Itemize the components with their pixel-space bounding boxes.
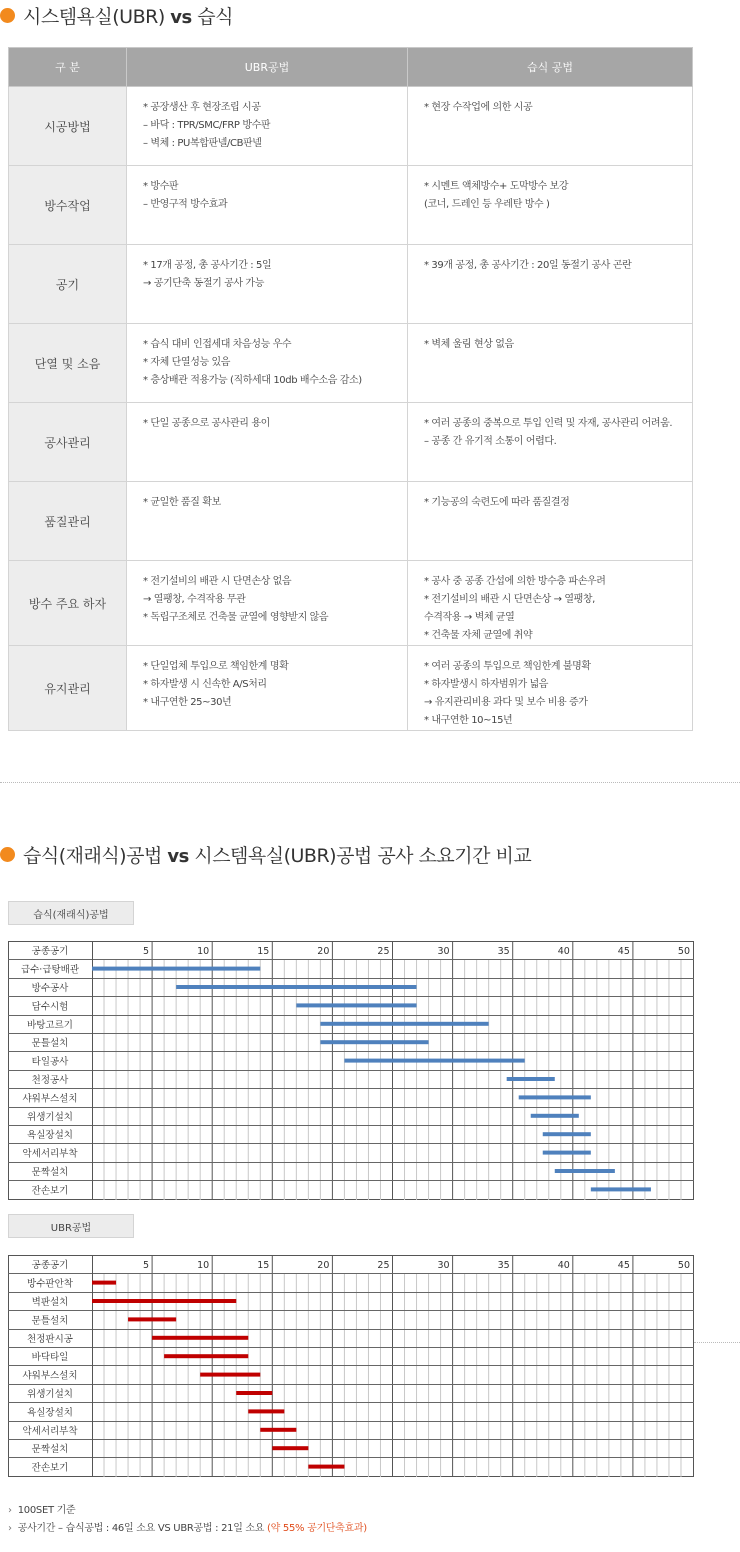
header-category: 구 분	[9, 48, 127, 87]
row-wet-text: * 시멘트 액체방수+ 도막방수 보강 (코너, 드레인 등 우레탄 방수 )	[424, 181, 569, 210]
row-ubr-cell	[127, 482, 408, 561]
gantt-header-label: 공종공기	[31, 946, 69, 958]
row-category: 방수 주요 하자	[9, 561, 127, 646]
row-wet-text: * 여러 공종의 투입으로 책임한계 불명확 * 하자발생시 하자범위가 넓음 → 유지관리비용 과다 및 보수 비용 증가 * 내구연한 10~15년	[424, 661, 591, 726]
gantt-task-label: 잔손보기	[31, 1185, 69, 1197]
row-ubr-text: * 공장생산 후 현장조립 시공 – 바닥 : TPR/SMC/FRP 방수판 – 벽체 : PU복합판넬/CB판넬	[143, 102, 271, 149]
notes	[8, 1502, 367, 1538]
row-wet-cell	[408, 482, 693, 561]
section-heading-ubr-vs-wet	[0, 2, 233, 29]
gantt-task-bar	[320, 1022, 488, 1026]
table-row	[9, 166, 693, 245]
row-category: 공기	[9, 245, 127, 324]
chevron-right-icon: ›	[8, 1505, 12, 1516]
table-row	[9, 324, 693, 403]
row-wet-text: * 39개 공정, 총 공사기간 : 20일 동절기 공사 곤란	[424, 260, 632, 271]
gantt-task-bar	[260, 1428, 296, 1432]
gantt-task-bar	[152, 1336, 248, 1340]
gantt-task-bar	[507, 1077, 555, 1081]
row-wet-cell	[408, 324, 693, 403]
row-ubr-text: * 전기설비의 배관 시 단면손상 없음 → 열팽창, 수격작용 무관 * 독립구조체로 건축물 균열에 영향받지 않음	[143, 576, 329, 623]
gantt-task-bar	[92, 967, 260, 971]
gantt-tick-label: 50	[677, 1260, 690, 1272]
gantt-task-label: 위생기설치	[27, 1389, 73, 1401]
gantt-task-bar	[128, 1317, 176, 1321]
row-ubr-cell	[127, 166, 408, 245]
gantt-tick-label: 30	[437, 946, 450, 958]
gantt-task-bar	[344, 1059, 524, 1063]
row-wet-text: * 현장 수작업에 의한 시공	[424, 102, 533, 113]
gantt-tick-label: 45	[617, 946, 630, 958]
row-wet-cell	[408, 646, 693, 731]
gantt-task-bar	[543, 1132, 591, 1136]
section-title: 시스템욕실(UBR) vs 습식	[23, 6, 233, 28]
gantt-task-bar	[176, 985, 416, 989]
section-divider	[0, 782, 740, 783]
gantt-task-label: 악세서리부착	[22, 1425, 78, 1437]
gantt-header-label: 공종공기	[31, 1260, 69, 1272]
gantt-task-label: 샤워부스설치	[22, 1370, 78, 1382]
row-ubr-cell	[127, 561, 408, 646]
table-row	[9, 482, 693, 561]
orange-bullet-icon	[0, 847, 15, 862]
gantt-chart-ubr	[8, 1255, 694, 1477]
gantt-task-bar	[236, 1391, 272, 1395]
gantt-task-bar	[555, 1169, 615, 1173]
gantt-task-bar	[320, 1040, 428, 1044]
gantt-tick-label: 35	[497, 1260, 510, 1272]
gantt-task-bar	[200, 1373, 260, 1377]
gantt-task-bar	[308, 1465, 344, 1469]
row-ubr-cell	[127, 646, 408, 731]
row-category: 방수작업	[9, 166, 127, 245]
gantt-task-label: 담수시험	[31, 1001, 69, 1013]
side-divider	[694, 1342, 740, 1343]
gantt-tick-label: 5	[143, 1260, 150, 1272]
gantt-tick-label: 25	[377, 946, 390, 958]
gantt-tick-label: 15	[257, 1260, 270, 1272]
gantt-task-label: 욕실장설치	[27, 1407, 73, 1419]
gantt-tick-label: 40	[557, 946, 570, 958]
gantt-task-bar	[531, 1114, 579, 1118]
note-duration: › 공사기간 – 습식공법 : 46일 소요 VS UBR공법 : 21일 소요 (약 55% 공기단축효과)	[8, 1523, 367, 1534]
row-category: 품질관리	[9, 482, 127, 561]
row-wet-text: * 기능공의 숙련도에 따라 품질결정	[424, 497, 570, 508]
table-row	[9, 403, 693, 482]
table-row	[9, 646, 693, 731]
gantt-task-label: 급수·급탕배관	[20, 964, 80, 976]
row-ubr-cell	[127, 87, 408, 166]
row-ubr-text: * 습식 대비 인접세대 차음성능 우수 * 자체 단열성능 있음 * 층상배관 적용가능 (직하세대 10db 배수소음 감소)	[143, 339, 362, 386]
row-ubr-text: * 단일 공종으로 공사관리 용이	[143, 418, 270, 429]
gantt-task-bar	[92, 1281, 116, 1285]
gantt-tick-label: 30	[437, 1260, 450, 1272]
note-basis: › 100SET 기준	[8, 1505, 76, 1516]
gantt-task-label: 문짝설치	[31, 1444, 69, 1456]
table-row	[9, 561, 693, 646]
chevron-right-icon: ›	[8, 1523, 12, 1534]
section-title: 습식(재래식)공법 vs 시스템욕실(UBR)공법 공사 소요기간 비교	[23, 845, 532, 867]
gantt-tag-wet: 습식(재래식)공법	[8, 901, 134, 925]
gantt-tick-label: 10	[197, 1260, 210, 1272]
gantt-tick-label: 20	[317, 946, 330, 958]
gantt-task-label: 방수판안착	[27, 1278, 73, 1290]
gantt-tick-label: 50	[677, 946, 690, 958]
gantt-task-bar	[92, 1299, 236, 1303]
gantt-task-label: 벽판설치	[31, 1297, 69, 1309]
row-ubr-cell	[127, 324, 408, 403]
gantt-task-label: 위생기설치	[27, 1111, 73, 1123]
header-ubr: UBR공법	[127, 48, 408, 87]
row-ubr-text: * 방수판 – 반영구적 방수효과	[143, 181, 228, 210]
section-heading-duration-compare	[0, 841, 531, 868]
gantt-tick-label: 40	[557, 1260, 570, 1272]
gantt-tick-label: 10	[197, 946, 210, 958]
row-ubr-text: * 균일한 품질 확보	[143, 497, 221, 508]
row-category: 유지관리	[9, 646, 127, 731]
row-ubr-text: * 단일업체 투입으로 책임한계 명확 * 하자발생 시 신속한 A/S처리 * 내구연한 25~30년	[143, 661, 289, 708]
gantt-task-label: 타일공사	[31, 1056, 69, 1068]
comparison-table	[8, 47, 693, 731]
gantt-task-bar	[248, 1409, 284, 1413]
gantt-tick-label: 35	[497, 946, 510, 958]
row-ubr-cell	[127, 245, 408, 324]
gantt-tag-ubr: UBR공법	[8, 1214, 134, 1238]
gantt-task-label: 천정공사	[31, 1075, 69, 1087]
gantt-tick-label: 15	[257, 946, 270, 958]
row-wet-cell	[408, 87, 693, 166]
row-wet-text: * 여러 공종의 중복으로 투입 인력 및 자재, 공사관리 어려움. – 공종 간 유기적 소통이 어렵다.	[424, 418, 673, 447]
row-wet-cell	[408, 403, 693, 482]
table-header-row	[9, 48, 693, 87]
gantt-task-bar	[519, 1095, 591, 1099]
gantt-task-label: 바탕고르기	[27, 1019, 73, 1031]
gantt-task-bar	[272, 1446, 308, 1450]
row-category: 공사관리	[9, 403, 127, 482]
gantt-task-bar	[543, 1151, 591, 1155]
gantt-task-label: 방수공사	[31, 983, 69, 995]
row-ubr-text: * 17개 공정, 총 공사기간 : 5일 → 공기단축 동절기 공사 가능	[143, 260, 272, 289]
table-row	[9, 87, 693, 166]
gantt-tick-label: 25	[377, 1260, 390, 1272]
gantt-task-label: 바닥타일	[31, 1352, 69, 1364]
table-row	[9, 245, 693, 324]
gantt-task-label: 샤워부스설치	[22, 1093, 78, 1105]
gantt-task-label: 욕실장설치	[27, 1130, 73, 1142]
row-category: 단열 및 소음	[9, 324, 127, 403]
gantt-task-bar	[164, 1354, 248, 1358]
gantt-task-label: 문틀설치	[31, 1038, 69, 1050]
gantt-task-label: 악세서리부착	[22, 1148, 78, 1160]
gantt-tick-label: 20	[317, 1260, 330, 1272]
row-wet-cell	[408, 166, 693, 245]
gantt-chart-wet	[8, 941, 694, 1200]
row-category: 시공방법	[9, 87, 127, 166]
gantt-tick-label: 45	[617, 1260, 630, 1272]
row-ubr-cell	[127, 403, 408, 482]
row-wet-text: * 공사 중 공종 간섭에 의한 방수층 파손우려 * 전기설비의 배관 시 단면손상 → 열팽창, 수격작용 → 벽체 균열 * 건축물 자체 균열에 취약	[424, 576, 606, 641]
gantt-tick-label: 5	[143, 946, 150, 958]
gantt-task-label: 잔손보기	[31, 1462, 69, 1474]
row-wet-cell	[408, 561, 693, 646]
orange-bullet-icon	[0, 8, 15, 23]
gantt-task-label: 문짝설치	[31, 1167, 69, 1179]
gantt-task-bar	[296, 1003, 416, 1007]
row-wet-text: * 벽체 울림 현상 없음	[424, 339, 514, 350]
row-wet-cell	[408, 245, 693, 324]
header-wet: 습식 공법	[408, 48, 693, 87]
gantt-task-label: 문틀설치	[31, 1315, 69, 1327]
gantt-task-label: 천정판시공	[27, 1333, 73, 1345]
gantt-task-bar	[591, 1187, 651, 1191]
